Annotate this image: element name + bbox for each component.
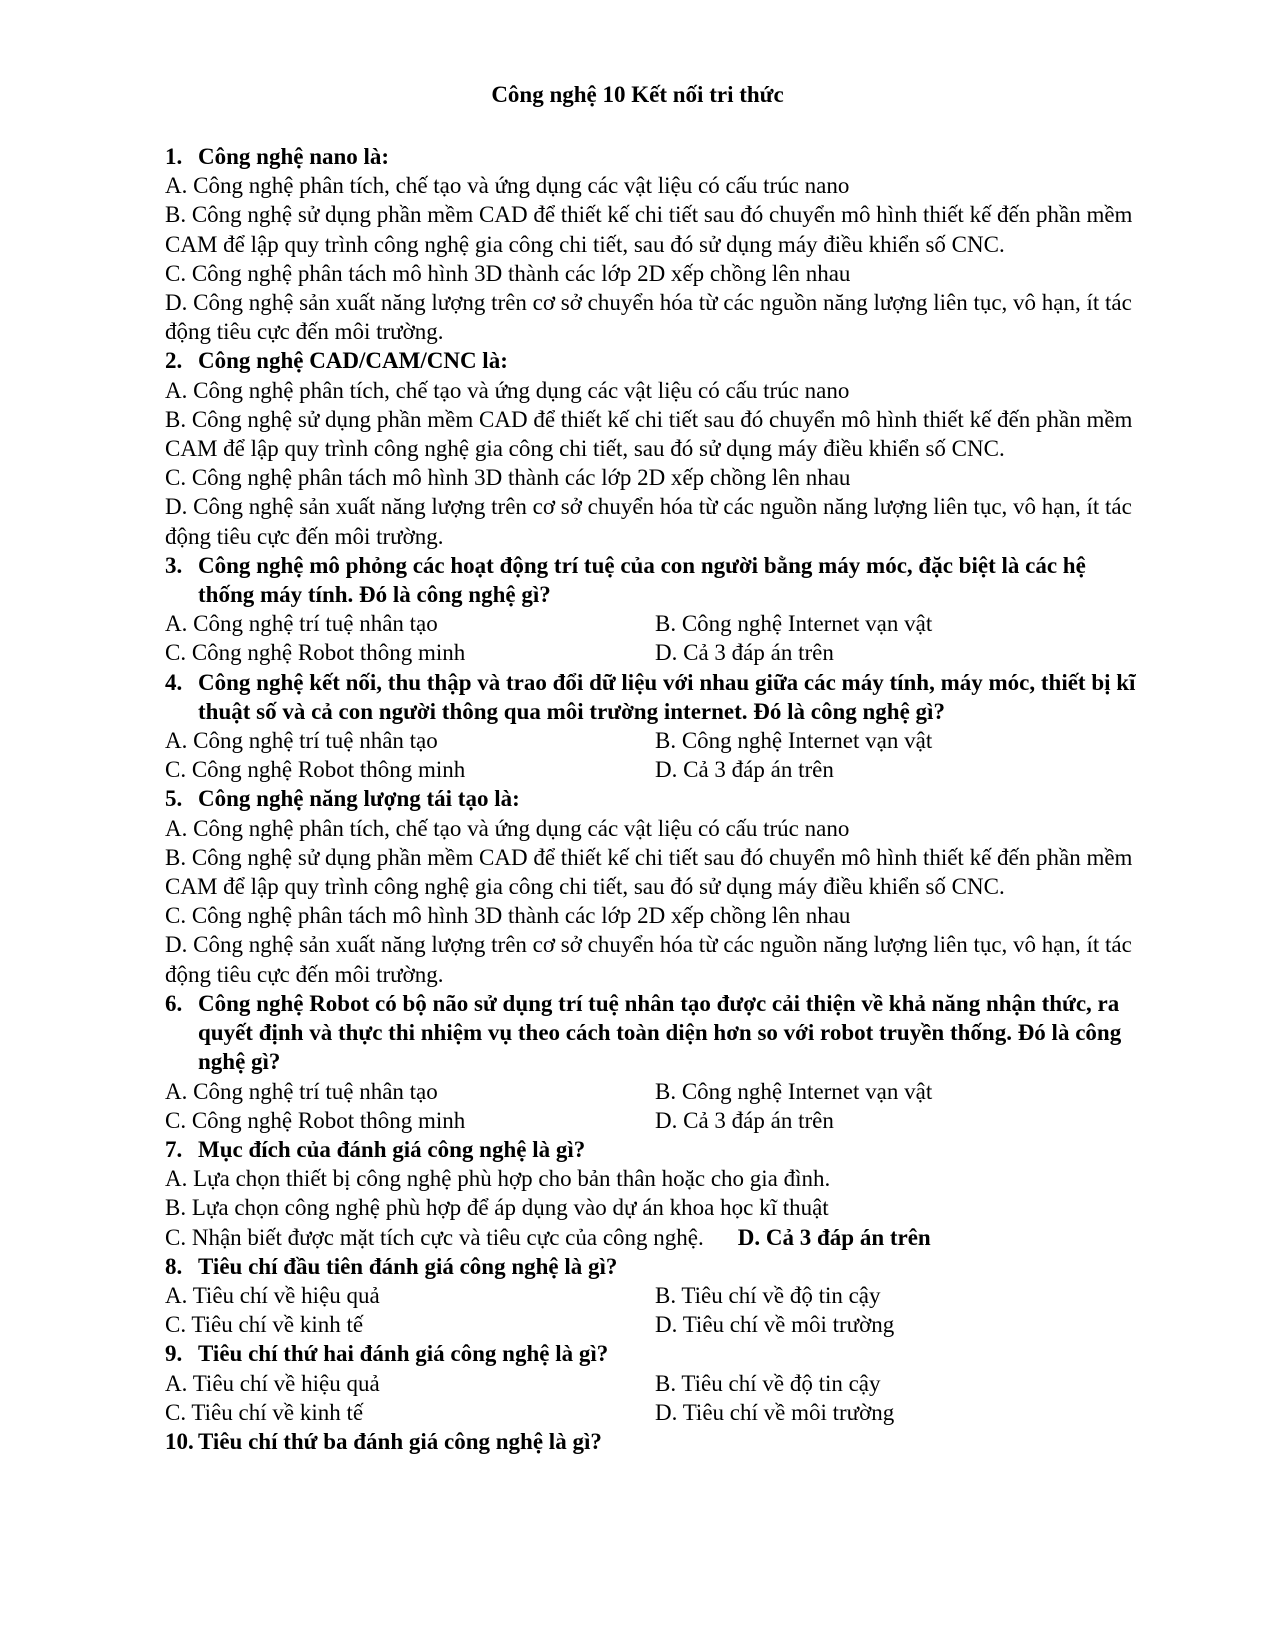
- page-title: Công nghệ 10 Kết nối tri thức: [491, 82, 784, 107]
- option-a: A. Công nghệ phân tích, chế tạo và ứng dụng các vật liệu có cấu trúc nano: [165, 173, 850, 199]
- question-2: [165, 346, 1140, 375]
- question-10: [165, 1427, 1140, 1456]
- option-a: A. Công nghệ phân tích, chế tạo và ứng dụng các vật liệu có cấu trúc nano: [165, 377, 850, 403]
- question-number: 8.: [165, 1253, 183, 1279]
- question-3: [165, 551, 1140, 609]
- option-row: [165, 1281, 1140, 1310]
- option-a: A. Công nghệ trí tuệ nhân tạo: [165, 1078, 438, 1104]
- question-number: 4.: [165, 669, 183, 695]
- option-d: D. Công nghệ sản xuất năng lượng trên cơ sở chuyển hóa từ các nguồn năng lượng liên tục, vô hạn, ít tác động tiêu cực đến môi trường.: [165, 494, 1132, 549]
- option-c: C. Công nghệ Robot thông minh: [165, 757, 466, 783]
- question-text: Công nghệ năng lượng tái tạo là:: [198, 786, 520, 812]
- option-c: C. Công nghệ phân tách mô hình 3D thành các lớp 2D xếp chồng lên nhau: [165, 903, 851, 929]
- question-text: Công nghệ kết nối, thu thập và trao đổi dữ liệu với nhau giữa các máy tính, máy móc, thiết bị kĩ thuật số và cả con người thông qua môi trường internet. Đó là công nghệ gì?: [198, 669, 1136, 724]
- option-d: D. Cả 3 đáp án trên: [655, 757, 834, 783]
- option-b: B. Tiêu chí về độ tin cậy: [655, 1282, 881, 1308]
- option-a: A. Lựa chọn thiết bị công nghệ phù hợp cho bản thân hoặc cho gia đình.: [165, 1166, 831, 1192]
- option-a: A. Công nghệ trí tuệ nhân tạo: [165, 728, 438, 754]
- option-c: C. Nhận biết được mặt tích cực và tiêu cực của công nghệ.: [165, 1224, 704, 1250]
- option-d: D. Tiêu chí về môi trường: [655, 1399, 895, 1425]
- option-d: D. Cả 3 đáp án trên: [655, 640, 834, 666]
- option-b: B. Công nghệ Internet vạn vật: [655, 611, 933, 637]
- question-text: Tiêu chí thứ hai đánh giá công nghệ là gì?: [198, 1341, 609, 1367]
- option-c: C. Công nghệ phân tách mô hình 3D thành các lớp 2D xếp chồng lên nhau: [165, 260, 851, 286]
- question-text: Công nghệ nano là:: [198, 144, 390, 169]
- question-text: Công nghệ mô phỏng các hoạt động trí tuệ của con người bằng máy móc, đặc biệt là các hệ thống máy tính. Đó là công nghệ gì?: [198, 552, 1086, 608]
- question-number: 6.: [165, 990, 183, 1016]
- question-number: 9.: [165, 1341, 183, 1367]
- question-number: 5.: [165, 786, 183, 812]
- option-row: [165, 755, 1140, 784]
- option-row: [165, 1398, 1140, 1427]
- question-4: [165, 668, 1140, 726]
- option-row: [165, 726, 1140, 755]
- question-5: [165, 784, 1140, 813]
- option-b: B. Công nghệ sử dụng phần mềm CAD để thiết kế chi tiết sau đó chuyển mô hình thiết kế đến phần mềm CAM để lập quy trình công nghệ gia công chi tiết, sau đó sử dụng máy điều khiển số CNC.: [165, 844, 1133, 900]
- question-text: Mục đích của đánh giá công nghệ là gì?: [198, 1136, 586, 1162]
- option-b: B. Công nghệ sử dụng phần mềm CAD để thiết kế chi tiết sau đó chuyển mô hình thiết kế đến phần mềm CAM để lập quy trình công nghệ gia công chi tiết, sau đó sử dụng máy điều khiển số CNC.: [165, 202, 1133, 257]
- option-c: C. Công nghệ Robot thông minh: [165, 640, 466, 666]
- option-row: [165, 1369, 1140, 1398]
- option-row: [165, 638, 1140, 667]
- question-6: [165, 989, 1140, 1077]
- option-row: [165, 609, 1140, 638]
- option-row: [165, 1223, 1140, 1252]
- question-number: 1.: [165, 144, 183, 169]
- option-d: D. Công nghệ sản xuất năng lượng trên cơ sở chuyển hóa từ các nguồn năng lượng liên tục, vô hạn, ít tác động tiêu cực đến môi trường.: [165, 290, 1132, 345]
- question-number: 10.: [165, 1428, 194, 1454]
- option-a: A. Công nghệ trí tuệ nhân tạo: [165, 611, 438, 637]
- question-text: Tiêu chí thứ ba đánh giá công nghệ là gì?: [198, 1428, 602, 1454]
- question-text: Tiêu chí đầu tiên đánh giá công nghệ là gì?: [198, 1253, 618, 1279]
- option-c: C. Tiêu chí về kinh tế: [165, 1399, 364, 1425]
- option-row: [165, 1106, 1140, 1135]
- question-text: Công nghệ Robot có bộ não sử dụng trí tuệ nhân tạo được cải thiện về khả năng nhận thức, ra quyết định và thực thi nhiệm vụ theo cách toàn diện hơn so với robot truyền thống. Đó là công nghệ gì?: [198, 990, 1122, 1075]
- option-b: B. Lựa chọn công nghệ phù hợp để áp dụng vào dự án khoa học kĩ thuật: [165, 1195, 829, 1221]
- option-row: [165, 1077, 1140, 1106]
- option-c: C. Tiêu chí về kinh tế: [165, 1312, 364, 1338]
- option-c: C. Công nghệ Robot thông minh: [165, 1107, 466, 1133]
- option-d: D. Tiêu chí về môi trường: [655, 1312, 895, 1338]
- option-row: [165, 1310, 1140, 1339]
- question-9: [165, 1339, 1140, 1368]
- option-d: D. Cả 3 đáp án trên: [737, 1224, 931, 1250]
- option-d: D. Công nghệ sản xuất năng lượng trên cơ sở chuyển hóa từ các nguồn năng lượng liên tục, vô hạn, ít tác động tiêu cực đến môi trường.: [165, 932, 1132, 987]
- question-8: [165, 1252, 1140, 1281]
- question-list: [165, 142, 1140, 1456]
- question-number: 2.: [165, 348, 183, 374]
- question-text: Công nghệ CAD/CAM/CNC là:: [198, 348, 508, 374]
- option-b: B. Công nghệ Internet vạn vật: [655, 728, 933, 754]
- option-b: B. Tiêu chí về độ tin cậy: [655, 1370, 881, 1396]
- option-a: A. Công nghệ phân tích, chế tạo và ứng dụng các vật liệu có cấu trúc nano: [165, 815, 850, 841]
- option-a: A. Tiêu chí về hiệu quả: [165, 1370, 380, 1396]
- option-d: D. Cả 3 đáp án trên: [655, 1107, 834, 1133]
- question-number: 7.: [165, 1136, 183, 1162]
- option-b: B. Công nghệ Internet vạn vật: [655, 1078, 933, 1104]
- option-c: C. Công nghệ phân tách mô hình 3D thành các lớp 2D xếp chồng lên nhau: [165, 465, 851, 491]
- question-7: [165, 1135, 1140, 1164]
- question-number: 3.: [165, 552, 183, 578]
- option-a: A. Tiêu chí về hiệu quả: [165, 1282, 380, 1308]
- option-b: B. Công nghệ sử dụng phần mềm CAD để thiết kế chi tiết sau đó chuyển mô hình thiết kế đến phần mềm CAM để lập quy trình công nghệ gia công chi tiết, sau đó sử dụng máy điều khiển số CNC.: [165, 406, 1133, 462]
- question-1: [165, 142, 1140, 171]
